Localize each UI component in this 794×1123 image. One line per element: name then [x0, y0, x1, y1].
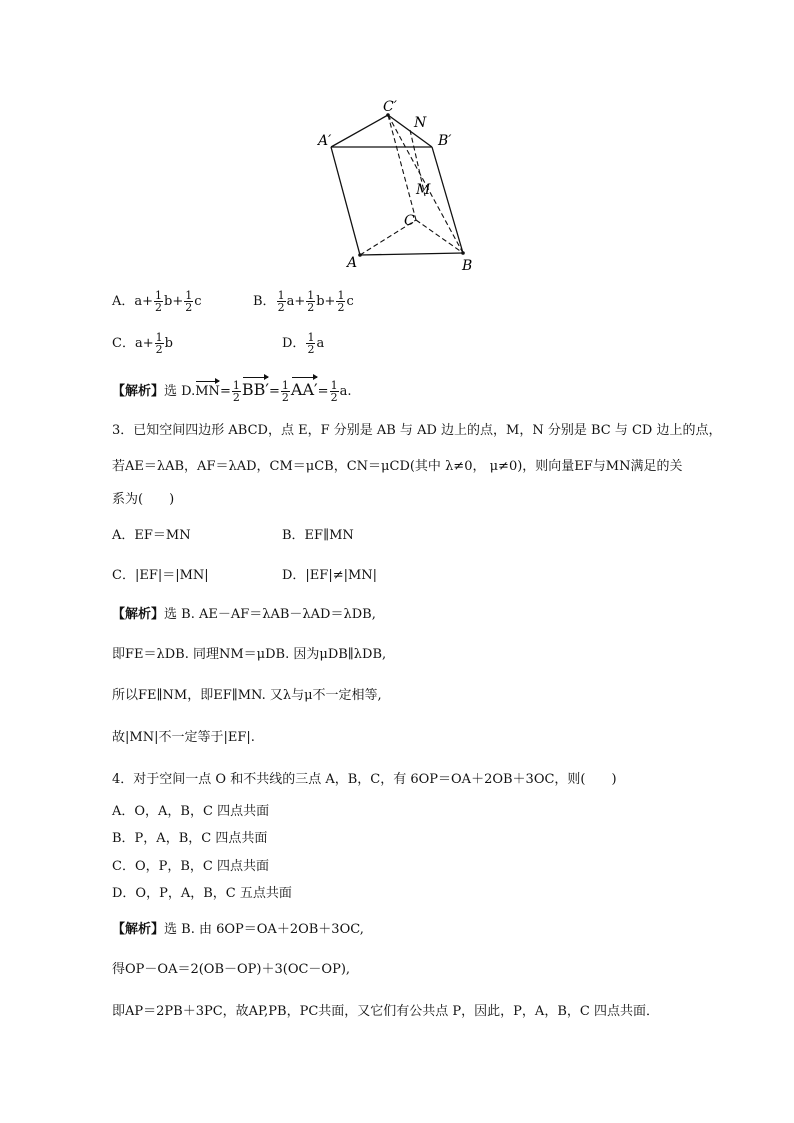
fraction: $\frac{1}{2}$	[330, 379, 338, 404]
q2-option-d: D． $\frac{1}{2}$ a	[282, 331, 325, 356]
label-n: N	[414, 115, 427, 131]
fraction: $\frac{1}{2}$	[277, 289, 285, 314]
fraction: $\frac{1}{2}$	[185, 289, 193, 314]
edge-cb-hidden	[416, 220, 463, 253]
edge-a1c1	[331, 115, 388, 147]
q3-analysis-line4: 故|MN|不一定等于|EF|.	[112, 730, 255, 745]
q3-stem-line2: 若AE＝λAB，AF＝λAD，CM＝μCB，CN＝μCD(其中 λ≠0， μ≠0)，则向量EF与MN满足的关	[112, 459, 683, 474]
q2-option-c: C．a+ $\frac{1}{2}$ b	[112, 331, 173, 356]
q4-analysis-line1: 【解析】选 B. 由 6OP＝OA＋2OB＋3OC,	[112, 922, 364, 937]
q3-analysis-line2: 即FE＝λDB. 同理NM＝μDB. 因为μDB∥λDB,	[112, 647, 387, 662]
fraction: $\frac{1}{2}$	[307, 331, 315, 356]
label-b: B	[462, 258, 473, 274]
analysis-tag: 【解析】	[112, 384, 165, 399]
q3-analysis-line1: 【解析】选 B. AE－AF＝λAB－λAD＝λDB,	[112, 607, 376, 622]
q2-option-b: B． $\frac{1}{2}$ a+ $\frac{1}{2}$ b+ $\frac{1}{2}$ c	[253, 289, 354, 314]
analysis-tag: 【解析】	[112, 607, 165, 622]
label-b-prime: B′	[438, 133, 452, 149]
q4-analysis-line3: 即AP＝2PB＋3PC，故AP,PB，PC共面，又它们有公共点 P，因此，P，A，B，C 四点共面．	[112, 1004, 659, 1019]
q3-option-d: D．|EF|≠|MN|	[282, 568, 378, 583]
label-a: A	[347, 255, 358, 271]
prism-figure	[0, 0, 794, 290]
fraction: $\frac{1}{2}$	[155, 289, 163, 314]
fraction: $\frac{1}{2}$	[155, 331, 163, 356]
edge-bb1	[432, 147, 463, 253]
q3-option-c: C．|EF|＝|MN|	[112, 568, 209, 583]
edge-aa1	[331, 147, 360, 255]
fraction: $\frac{1}{2}$	[337, 289, 345, 314]
fraction: $\frac{1}{2}$	[232, 379, 240, 404]
q3-analysis-line3: 所以FE∥NM，即EF∥MN. 又λ与μ不一定相等,	[112, 688, 382, 703]
q3-option-b: B．EF∥MN	[282, 528, 354, 543]
edge-cc1-hidden	[388, 115, 416, 220]
fraction: $\frac{1}{2}$	[281, 379, 289, 404]
q3-stem-line3: 系为( )	[112, 492, 175, 507]
q2-option-a: A．a+ $\frac{1}{2}$ b+ $\frac{1}{2}$ c	[112, 289, 202, 314]
q4-option-c: C．O，P，B，C 四点共面	[112, 859, 269, 874]
fraction: $\frac{1}{2}$	[307, 289, 315, 314]
q4-option-a: A．O，A，B，C 四点共面	[112, 804, 270, 819]
q3-stem-line1: 3．已知空间四边形 ABCD，点 E，F 分别是 AB 与 AD 边上的点，M，N 分别是 BC 与 CD 边上的点，	[112, 423, 722, 438]
label-a-prime: A′	[318, 133, 332, 149]
edge-ab	[360, 253, 463, 255]
label-c-prime: C′	[383, 99, 397, 115]
q4-analysis-line2: 得OP－OA＝2(OB－OP)＋3(OC－OP),	[112, 962, 351, 977]
label-m: M	[416, 182, 431, 198]
q2-analysis: 【解析】选 D.MN= $\frac{1}{2}$ BB′= $\frac{1}{2}$ AA′= $\frac{1}{2}$ a.	[112, 379, 352, 404]
q4-option-b: B．P，A，B，C 四点共面	[112, 831, 268, 846]
q3-option-a: A．EF＝MN	[112, 528, 191, 543]
q4-option-d: D．O，P，A，B，C 五点共面	[112, 886, 292, 901]
label-c: C	[404, 213, 415, 229]
q4-stem: 4．对于空间一点 O 和不共线的三点 A，B，C，有 6OP＝OA＋2OB＋3OC，则( )	[112, 772, 617, 787]
analysis-tag: 【解析】	[112, 922, 165, 937]
